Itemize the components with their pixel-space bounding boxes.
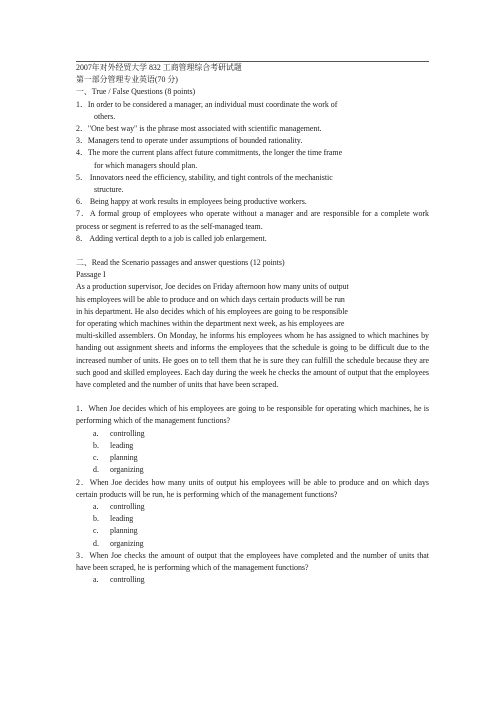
document-page (76, 62, 429, 586)
section-heading-true-false: 一、True / False Questions (8 points) (76, 87, 196, 97)
option-b: b. leading (93, 514, 134, 524)
part-heading: 第一部分管理专业英语(70 分) (76, 75, 178, 85)
option-c: c. planning (93, 526, 138, 536)
tf-question-2: 2．"One best way" is the phrase most associated with scientific management. (76, 124, 322, 134)
scenario-question-1: 1．When Joe decides which of his employees are going to be responsible for operating which machines, he is performing which of the management functions? a. controlling b. leading c. planning d. organizing (76, 403, 429, 476)
passage-text: As a production supervisor, Joe decides on Friday afternoon how many units of output his employees will be able to produce and on which days certain products will be run in his department. He also decides which of his employees are going to be responsible for operating which machines within the department next week, as his employees are multi-skilled assemblers. On Monday, he informs his employees whom he has assigned to which machines by handing out assignment sheets and informs the employees that the schedule is going to be difficult due to the increased number of units. He goes on to tell them that he is sure they can fulfill the schedule because they are such good and skilled employees. Each day during the week he checks the amount of output that the employees have completed and the number of units that have been scraped. (76, 282, 429, 390)
tf-question-8: 8． Adding vertical depth to a job is called job enlargement. (76, 233, 267, 243)
document-title: 2007年对外经贸大学 832 工商管理综合考研试题 (76, 63, 242, 72)
option-c: c. planning (93, 453, 138, 463)
option-b: b. leading (93, 440, 134, 450)
tf-question-4: 4．The more the current plans affect future commitments, the longer the time frame for which managers should plan. (76, 148, 343, 170)
tf-question-5: 5． Innovators need the efficiency, stability, and tight controls of the mechanistic structure. (76, 172, 333, 195)
option-a: a. controlling (93, 575, 145, 585)
tf-question-6: 6． Being happy at work results in employees being productive workers. (76, 197, 307, 207)
tf-question-3: 3．Managers tend to operate under assumptions of bounded rationality. (76, 136, 303, 146)
option-a: a. controlling (93, 428, 145, 438)
scenario-question-3: 3．When Joe checks the amount of output that the employees have completed and the number of units that have been scraped, he is performing which of the management functions? a. controlling (76, 550, 429, 587)
option-d: d. organizing (93, 538, 144, 548)
section-heading-scenario: 二、Read the Scenario passages and answer questions (12 points) (76, 258, 285, 268)
option-a: a. controlling (93, 501, 145, 511)
tf-question-7: 7．A formal group of employees who operate without a manager and are responsible for a complete work process or segment is referred to as the self-managed team. (76, 209, 429, 231)
option-d: d. organizing (93, 465, 144, 475)
tf-question-1: 1．In order to be considered a manager, an individual must coordinate the work of others. (76, 99, 338, 121)
scenario-question-2: 2．When Joe decides how many units of output his employees will be able to produce and on which days certain products will be run, he is performing which of the management functions? a. controlling b. leading c. planning d. organizing (76, 477, 429, 550)
passage-title: Passage I (76, 270, 106, 280)
